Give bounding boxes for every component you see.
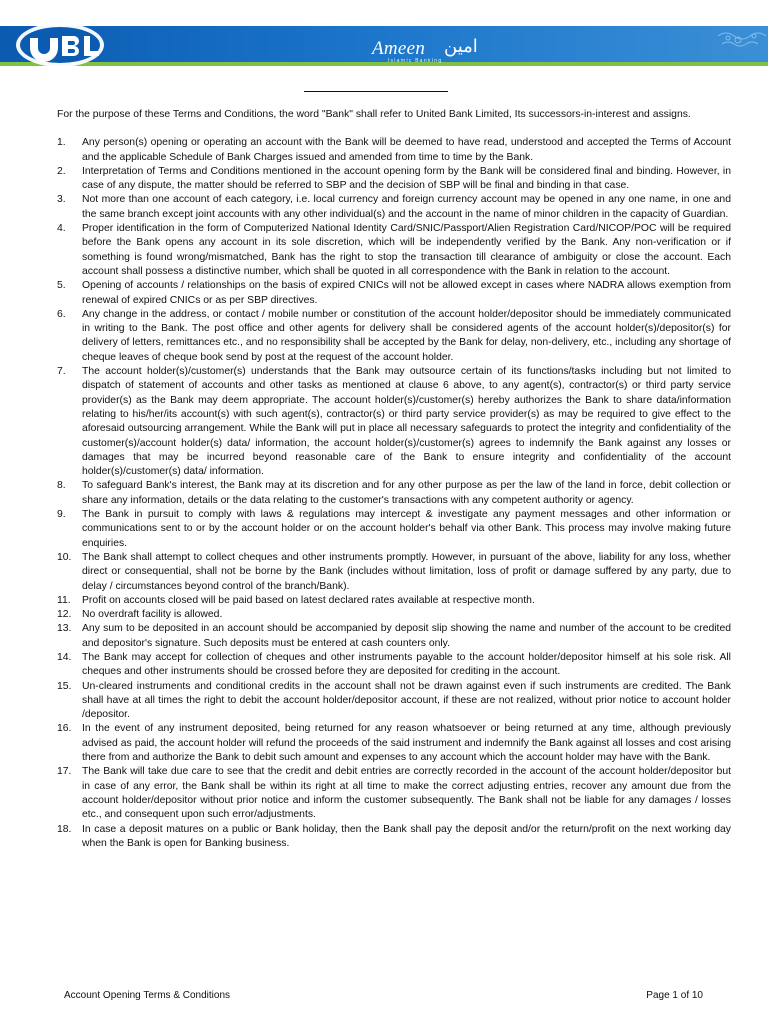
footer-document-title: Account Opening Terms & Conditions	[64, 990, 231, 1001]
ameen-urdu-text: امین	[444, 36, 478, 57]
term-number: 17.	[57, 766, 72, 778]
term-text: In case a deposit matures on a public or Bank holiday, then the Bank shall pay the deposit and/or the return/profit on the next working day when the Bank is open for Banking business.	[82, 823, 731, 849]
term-text: The Bank may accept for collection of cheques and other instruments payable to the account holder/depositor himself at his sole risk. All cheques and other instruments should be crossed before they are deposited for crediting in the account.	[82, 651, 731, 678]
term-text: The Bank in pursuit to comply with laws & regulations may intercept & investigate any payment messages and other information or communications sent to or by the account holder or on the account holder's behalf via other Bank. This process may involve making future enquiries.	[82, 509, 731, 549]
term-number: 4.	[57, 223, 66, 235]
term-text: Opening of accounts / relationships on the basis of expired CNICs will not be allowed except in cases where NADRA allows exemption from renewal of expired CNICs or as per SBP directives.	[82, 280, 731, 306]
term-text: Profit on accounts closed will be paid based on latest declared rates available at respective month.	[82, 594, 535, 606]
term-number: 2.	[57, 165, 66, 177]
term-item	[57, 765, 731, 822]
term-number: 16.	[57, 723, 72, 735]
term-item	[57, 594, 731, 608]
term-text: The Bank shall attempt to collect cheques and other instruments promptly. However, in pursuant of the above, liability for any loss, whether direct or consequential, shall not be borne by the Bank (includes without limitation, loss of profit or damage suffered by any party, due to delay / circumstances beyond control of the branch/Bank).	[82, 551, 731, 592]
term-number: 15.	[57, 680, 72, 692]
term-number: 11.	[57, 594, 71, 606]
term-item	[57, 608, 731, 622]
term-item	[57, 479, 731, 508]
footer-page-number: Page 1 of 10	[646, 990, 703, 1001]
term-number: 13.	[57, 623, 72, 635]
terms-list	[57, 136, 731, 851]
term-item	[57, 680, 731, 723]
term-text: Interpretation of Terms and Conditions mentioned in the account opening form by the Bank will be considered final and binding. However, in case of any dispute, the matter should be referred to SBP and the decision of SBP will be final and binding in that case.	[82, 165, 731, 192]
term-text: Un-cleared instruments and conditional credits in the account shall not be drawn against even if such instruments are credited. The Bank shall have at all times the right to debit the account holder/depositor account, if these are not realized, without prior notice to account holder /depositor.	[82, 680, 731, 721]
term-number: 3.	[57, 194, 66, 206]
term-item	[57, 365, 731, 479]
ameen-subtitle: Islamic Banking	[388, 58, 443, 64]
document-body	[57, 108, 731, 851]
term-item	[57, 222, 731, 279]
term-text: Any sum to be deposited in an account should be accompanied by deposit slip showing the name and number of the account to be credited and depositor's signature. Such deposits must be entered at cash counters only.	[82, 623, 731, 649]
term-number: 9.	[57, 509, 66, 521]
term-item	[57, 551, 731, 594]
ameen-text: Ameen	[372, 38, 426, 59]
term-number: 6.	[57, 308, 66, 320]
term-number: 5.	[57, 280, 66, 292]
term-text: Any person(s) opening or operating an account with the Bank will be deemed to have read, understood and accepted the Terms of Account and the applicable Schedule of Bank Charges issued and amended from time to time by the Bank.	[82, 137, 731, 163]
term-text: No overdraft facility is allowed.	[82, 609, 223, 621]
term-item	[57, 823, 731, 852]
intro-paragraph: For the purpose of these Terms and Conditions, the word "Bank" shall refer to United Bank Limited, Its successors-in-interest and assigns.	[57, 109, 691, 120]
logo-text: UBL	[10, 16, 12, 17]
term-text: The Bank will take due care to see that the credit and debit entries are correctly recorded in the account of the account holder/depositor but in case of any error, the Bank shall be within its right at all time to make the correct adjusting entries, recover any amount due from the account holder/depositor without prior notice and inform the customer subsequently. The Bank shall not be liable for any damages / losses etc., and consequent upon such error/adjustments.	[82, 766, 731, 821]
term-text: In the event of any instrument deposited, being returned for any reason whatsoever or being returned at any time, although previously advised as paid, the account holder will refund the proceeds of the said instrument and indemnify the Bank against all losses and cost arising there from and authorize the Bank to debit such amount and expenses to any account which the account holder may have with the Bank.	[82, 723, 731, 764]
term-number: 10.	[57, 551, 72, 563]
term-item	[57, 622, 731, 651]
page-header	[0, 0, 768, 70]
ornament-icon	[708, 26, 768, 62]
title-rule	[304, 91, 448, 92]
term-item	[57, 279, 731, 308]
term-item	[57, 651, 731, 680]
term-number: 14.	[57, 651, 72, 663]
term-number: 18.	[57, 823, 72, 835]
term-item	[57, 722, 731, 765]
term-item	[57, 308, 731, 365]
term-text: To safeguard Bank's interest, the Bank may at its discretion and for any other purpose as per the law of the land in force, debit collection or share any information, details or the data relating to the customer's transactions with any competent authority or agency.	[82, 480, 731, 506]
term-text: Not more than one account of each category, i.e. local currency and foreign currency account may be opened in any one name, in one and the same branch except joint accounts with any other individual(s) and the account in the name of minor children in the capacity of Guardian.	[82, 194, 731, 220]
term-item	[57, 508, 731, 551]
ameen-brand	[352, 36, 492, 66]
term-text: The account holder(s)/customer(s) understands that the Bank may outsource certain of its functions/tasks including but not limited to dispatch of statement of accounts and other tasks as mentioned at clause 6 above, to any agent(s), contractor(s) or third party service provider(s) as the Bank may deem appropriate. The account holder(s)/customer(s) hereby authorizes the Bank to share data/information relating to his/her/its account(s) with such agent(s), contractor(s) or third party service provider(s) as may be required to give effect to the aforesaid outsourcing arrangement. While the Bank will put in place all necessary safeguards to protect the integrity and confidentiality of the customer(s)/account holder(s) data/ information, the account holder(s)/customer(s) agrees to indemnify the Bank against any losses or damages that may be incurred beyond reasonable care of the Bank to ensure integrity and confidentiality of the account holder(s)/customer(s) data/ information.	[82, 366, 731, 478]
term-item	[57, 165, 731, 194]
term-text: Proper identification in the form of Computerized National Identity Card/SNIC/Passport/Alien Registration Card/NICOP/POC will be required before the Bank opens any account in its sole discretion, which will be independently verified by the Bank. Any non-verification or if something is found wrong/mismatched, Bank has the right to stop the transaction till clearance of ambiguity or close the account. Each account shall possess a distinctive number, which shall be quoted in all correspondence with the Bank in relation to the account.	[82, 223, 731, 277]
term-number: 12.	[57, 609, 72, 621]
term-text: Any change in the address, or contact / mobile number or constitution of the account holder/depositor should be immediately communicated in writing to the Bank. The post office and other agents for delivery shall be considered agents of the account holder(s)/depositor(s) for delivery of letters, remittances etc., and no responsibility shall be accepted by the Bank for delay, non-delivery, etc., including any shortage of cheque leaves of cheque book send by post at the request of the account holder.	[82, 308, 731, 363]
term-number: 1.	[57, 137, 66, 149]
term-item	[57, 193, 731, 222]
term-item	[57, 136, 731, 165]
term-number: 8.	[57, 480, 66, 492]
term-number: 7.	[57, 366, 66, 378]
ubl-logo	[10, 16, 120, 72]
